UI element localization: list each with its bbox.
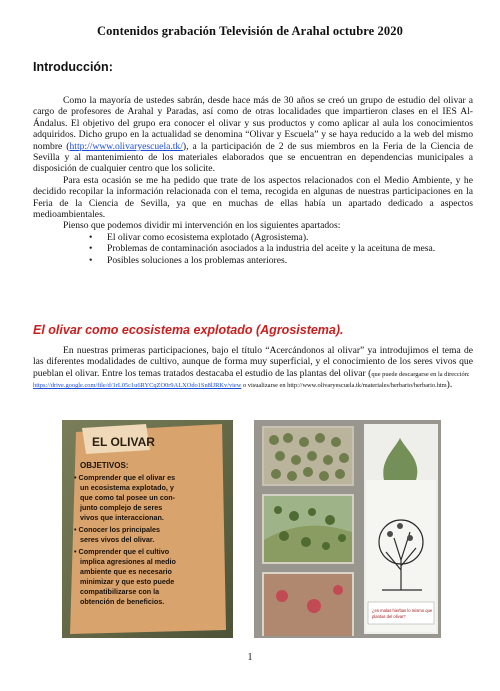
- svg-text:vivos que interaccionan.: vivos que interaccionan.: [80, 513, 164, 522]
- svg-text:un ecosistema explotado, y: un ecosistema explotado, y: [80, 483, 174, 492]
- section-body: [33, 345, 473, 391]
- svg-text:ambiente que es necesario: ambiente que es necesario: [80, 567, 172, 576]
- list-item: • Problemas de contaminación asociados a la industria del aceite y la aceituna de mesa.: [107, 243, 473, 254]
- intro-paragraph-2: Para esta ocasión se me ha pedido que trate de los aspectos relacionados con el Medio Ambiente, y he decidido recopilar la información relacionada con el tema, recogida en algunas de nuestras participaciones en la Feria de la Ciencia de Sevilla, ya que en muchas de ellas había un apartado dedicado a aspectos medioambientales.: [33, 174, 473, 221]
- svg-text:• Comprender que el olivar es: • Comprender que el olivar es: [74, 473, 176, 482]
- svg-text:junto complejo de seres: junto complejo de seres: [80, 503, 163, 512]
- svg-text:implica agresiones al medio: implica agresiones al medio: [80, 557, 176, 566]
- intro-heading: Introducción:: [33, 60, 113, 74]
- svg-text:• Comprender que el cultivo: • Comprender que el cultivo: [74, 547, 170, 556]
- intro-body: [33, 95, 473, 266]
- svg-text:que como tal posee un con-: que como tal posee un con-: [80, 493, 176, 502]
- document-title: Contenidos grabación Televisión de Arahal octubre 2020: [97, 24, 403, 38]
- page-number: 1: [247, 652, 253, 663]
- intro-paragraph-1: Como la mayoría de ustedes sabrán, desde hace más de 30 años se creó un grupo de estudio del olivar a cargo de profesores de Arahal y Paradas, así como de otras localidades que impartieron clases en el IES Al-Ándalus. El objetivo del grupo era conocer el olivar y sus productos y como aplicar al aula los conocimientos adquiridos. Dicho grupo en la actualidad se denomina “Olivar y Escuela” y se haya reducido a la web del mismo nombre (http://www.olivaryescuela.tk/), a la participación de 2 de sus miembros en la Feria de la Ciencia de Sevilla y al mantenimiento de los materiales elaborados que se encuentran en dependencias municipales a disposición de cualquier centro que los solicite.: [33, 95, 473, 175]
- svg-text:• Conocer los principales: • Conocer los principales: [74, 525, 160, 534]
- intro-paragraph-3: Pienso que podemos dividir mi intervención en los siguientes apartados:: [63, 220, 341, 232]
- section-paragraph-1: En nuestras primeras participaciones, bajo el título “Acercándonos al olivar” ya introdujimos el tema de las diferentes modalidades de cultivo, aunque de forma muy superficial, y el conocimiento de los seres vivos que pueblan el olivar. Entre los temas tratados destacaba el estudio de las plantas del olivar (que puede descargarse en la dirección: https://drive.google.com/file/d/1rL05c1u6RYCqZO0r9ALXOdo1Sn8lJRKv/view o visualizarse en http://www.olivaryescuela.tk/materiales/herbario/herbario.htm).: [33, 345, 473, 391]
- svg-text:minimizar y que esto puede: minimizar y que esto puede: [80, 577, 175, 586]
- list-item: • Posibles soluciones a los problemas anteriores.: [107, 255, 473, 266]
- section-heading: El olivar como ecosistema explotado (Agrosistema).: [33, 323, 344, 337]
- poster-title: EL OLIVAR: [92, 435, 155, 449]
- svg-text:plantas del olivar?: plantas del olivar?: [372, 614, 406, 619]
- svg-text:¿es malas hierbas lo mismo que: ¿es malas hierbas lo mismo que: [372, 608, 433, 613]
- svg-text:obtención de beneficios.: obtención de beneficios.: [80, 597, 165, 606]
- drive-link[interactable]: https://drive.google.com/file/d/1rL05c1u6RYCqZO0r9ALXOdo1Sn8lJRKv/view: [33, 382, 242, 390]
- exhibition-photo: [254, 420, 441, 638]
- olivaryescuela-link[interactable]: http://www.olivaryescuela.tk/: [69, 140, 183, 152]
- olivar-poster-image: [62, 420, 233, 638]
- svg-text:compatibilizarse con la: compatibilizarse con la: [80, 587, 160, 596]
- poster-subtitle: OBJETIVOS:: [80, 461, 129, 470]
- topic-list: [33, 232, 473, 266]
- svg-text:seres vivos del olivar.: seres vivos del olivar.: [80, 535, 155, 544]
- list-item: • El olivar como ecosistema explotado (Agrosistema).: [107, 232, 473, 243]
